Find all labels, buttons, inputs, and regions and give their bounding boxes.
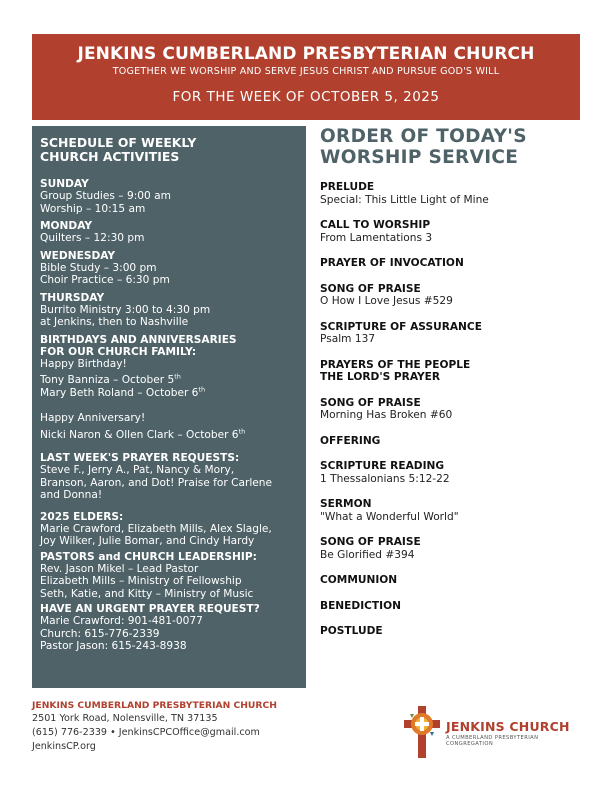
sunday-block bbox=[40, 178, 298, 215]
urgent-block bbox=[40, 603, 298, 653]
prayer-requests-block bbox=[40, 452, 298, 502]
service-item bbox=[320, 397, 590, 422]
activity-item: Quilters – 12:30 pm bbox=[40, 232, 145, 244]
cross-logo-icon bbox=[402, 704, 442, 760]
service-item-heading: SONG OF PRAISE bbox=[320, 396, 421, 409]
birthday-entry-text: Mary Beth Roland – October 6 bbox=[40, 386, 199, 399]
ordinal-suffix: th bbox=[174, 372, 181, 381]
service-item-detail: "What a Wonderful World" bbox=[320, 510, 459, 523]
service-item-heading: OFFERING bbox=[320, 434, 381, 447]
activity-item: Choir Practice – 6:30 pm bbox=[40, 274, 170, 286]
elders-heading: 2025 ELDERS: bbox=[40, 510, 124, 523]
prayer-request-line: and Donna! bbox=[40, 489, 103, 501]
service-item bbox=[320, 600, 590, 613]
anniversary-label: Happy Anniversary! bbox=[40, 412, 146, 424]
leadership-line: Seth, Katie, and Kitty – Ministry of Music bbox=[40, 587, 254, 600]
activity-item: at Jenkins, then to Nashville bbox=[40, 316, 189, 328]
urgent-heading: HAVE AN URGENT PRAYER REQUEST? bbox=[40, 603, 260, 615]
service-item bbox=[320, 359, 590, 384]
service-item-detail: Morning Has Broken #60 bbox=[320, 409, 453, 421]
service-item bbox=[320, 283, 590, 308]
footer-phone-email: (615) 776-2339 • JenkinsCPCOffice@gmail.com bbox=[32, 727, 260, 738]
service-item-heading: CALL TO WORSHIP bbox=[320, 219, 431, 231]
service-item-detail: Be Glorified #394 bbox=[320, 548, 415, 561]
day-heading: MONDAY bbox=[40, 220, 93, 232]
anniversary-entry-text: Nicki Naron & Ollen Clark – October 6 bbox=[40, 428, 239, 441]
logo-tagline: A CUMBERLAND PRESBYTERIAN CONGREGATION bbox=[446, 735, 539, 747]
order-title-line1: ORDER OF TODAY'S bbox=[320, 126, 527, 147]
schedule-title-line1: SCHEDULE OF WEEKLY bbox=[40, 135, 197, 150]
leadership-line: Rev. Jason Mikel – Lead Pastor bbox=[40, 562, 199, 575]
service-item-detail: O How I Love Jesus #529 bbox=[320, 295, 453, 307]
birthday-entry bbox=[40, 374, 298, 387]
service-item-heading: SCRIPTURE OF ASSURANCE bbox=[320, 320, 482, 333]
service-item-heading: SONG OF PRAISE bbox=[320, 282, 421, 295]
service-item bbox=[320, 574, 590, 587]
elders-block bbox=[40, 511, 298, 548]
footer-address: 2501 York Road, Nolensville, TN 37135 bbox=[32, 713, 218, 724]
week-label: FOR THE WEEK OF OCTOBER 5, 2025 bbox=[172, 89, 440, 105]
schedule-title bbox=[40, 136, 298, 164]
church-motto: TOGETHER WE WORSHIP AND SERVE JESUS CHRIST AND PURSUE GOD'S WILL bbox=[112, 66, 500, 77]
service-item-detail: Psalm 137 bbox=[320, 333, 376, 345]
activity-item: Bible Study – 3:00 pm bbox=[40, 261, 157, 274]
prayer-request-line: Steve F., Jerry A., Pat, Nancy & Mory, bbox=[40, 464, 235, 476]
footer-website: JenkinsCP.org bbox=[32, 741, 96, 752]
wednesday-block bbox=[40, 250, 298, 287]
ordinal-suffix: th bbox=[198, 384, 206, 393]
leadership-heading: PASTORS and CHURCH LEADERSHIP: bbox=[40, 550, 257, 563]
order-list bbox=[320, 181, 590, 638]
thursday-block bbox=[40, 292, 298, 329]
day-heading: SUNDAY bbox=[40, 178, 89, 190]
celebrations-heading-line1: BIRTHDAYS AND ANNIVERSARIES bbox=[40, 333, 237, 346]
footer-church-name: JENKINS CUMBERLAND PRESBYTERIAN CHURCH bbox=[32, 700, 277, 711]
monday-block bbox=[40, 220, 298, 245]
celebrations-block bbox=[40, 334, 298, 442]
day-heading: WEDNESDAY bbox=[40, 249, 116, 262]
leadership-line: Elizabeth Mills – Ministry of Fellowship bbox=[40, 575, 242, 587]
footer-contact bbox=[32, 700, 332, 754]
service-item-detail: 1 Thessalonians 5:12-22 bbox=[320, 472, 450, 485]
anniversary-entry bbox=[40, 426, 298, 442]
activity-item: Burrito Ministry 3:00 to 4:30 pm bbox=[40, 303, 211, 316]
birthday-entry-text: Tony Banniza – October 5 bbox=[40, 374, 175, 386]
service-item-heading: PRAYERS OF THE PEOPLE bbox=[320, 358, 471, 371]
service-item-heading: POSTLUDE bbox=[320, 625, 383, 637]
service-item-heading: PRAYER OF INVOCATION bbox=[320, 257, 464, 269]
service-item bbox=[320, 219, 590, 244]
service-item bbox=[320, 536, 590, 561]
order-title bbox=[320, 126, 590, 168]
logo-name: JENKINS CHURCH bbox=[446, 719, 570, 734]
elders-line: Joy Wilker, Julie Bomar, and Cindy Hardy bbox=[40, 535, 255, 547]
birthday-entry bbox=[40, 384, 298, 400]
service-item bbox=[320, 625, 590, 638]
order-title-line2: WORSHIP SERVICE bbox=[320, 147, 519, 168]
elders-line: Marie Crawford, Elizabeth Mills, Alex Slagle, bbox=[40, 522, 272, 535]
leadership-block bbox=[40, 551, 298, 601]
urgent-contact: Marie Crawford: 901-481-0077 bbox=[40, 615, 203, 627]
prayer-requests-heading: LAST WEEK'S PRAYER REQUESTS: bbox=[40, 452, 240, 464]
celebrations-heading-line2: FOR OUR CHURCH FAMILY: bbox=[40, 345, 197, 358]
urgent-contact: Pastor Jason: 615-243-8938 bbox=[40, 640, 187, 652]
service-item bbox=[320, 181, 590, 206]
schedule-title-line2: CHURCH ACTIVITIES bbox=[40, 149, 180, 164]
prayer-request-line: Branson, Aaron, and Dot! Praise for Carlene bbox=[40, 476, 273, 489]
service-item-heading: SONG OF PRAISE bbox=[320, 536, 421, 548]
service-item-detail: From Lamentations 3 bbox=[320, 231, 433, 244]
order-of-service bbox=[320, 126, 590, 651]
birthday-label: Happy Birthday! bbox=[40, 357, 127, 370]
service-item bbox=[320, 498, 590, 523]
activity-item: Group Studies – 9:00 am bbox=[40, 190, 171, 202]
activity-item: Worship – 10:15 am bbox=[40, 202, 146, 215]
service-item bbox=[320, 257, 590, 270]
service-item bbox=[320, 321, 590, 346]
service-item-heading: SCRIPTURE READING bbox=[320, 460, 445, 472]
schedule-panel bbox=[32, 126, 306, 688]
service-item-heading: SERMON bbox=[320, 498, 372, 510]
service-item bbox=[320, 460, 590, 485]
day-heading: THURSDAY bbox=[40, 291, 105, 304]
service-item-heading: COMMUNION bbox=[320, 574, 398, 586]
church-title: JENKINS CUMBERLAND PRESBYTERIAN CHURCH bbox=[77, 44, 535, 64]
header-banner bbox=[32, 34, 580, 120]
church-logo bbox=[402, 704, 582, 760]
service-item-heading: THE LORD'S PRAYER bbox=[320, 371, 441, 383]
service-item-heading: BENEDICTION bbox=[320, 599, 401, 612]
service-item bbox=[320, 435, 590, 448]
service-item-heading: PRELUDE bbox=[320, 181, 375, 193]
service-item-detail: Special: This Little Light of Mine bbox=[320, 193, 489, 206]
urgent-contact: Church: 615-776-2339 bbox=[40, 627, 160, 640]
ordinal-suffix: th bbox=[238, 426, 246, 435]
logo-text bbox=[446, 719, 582, 747]
